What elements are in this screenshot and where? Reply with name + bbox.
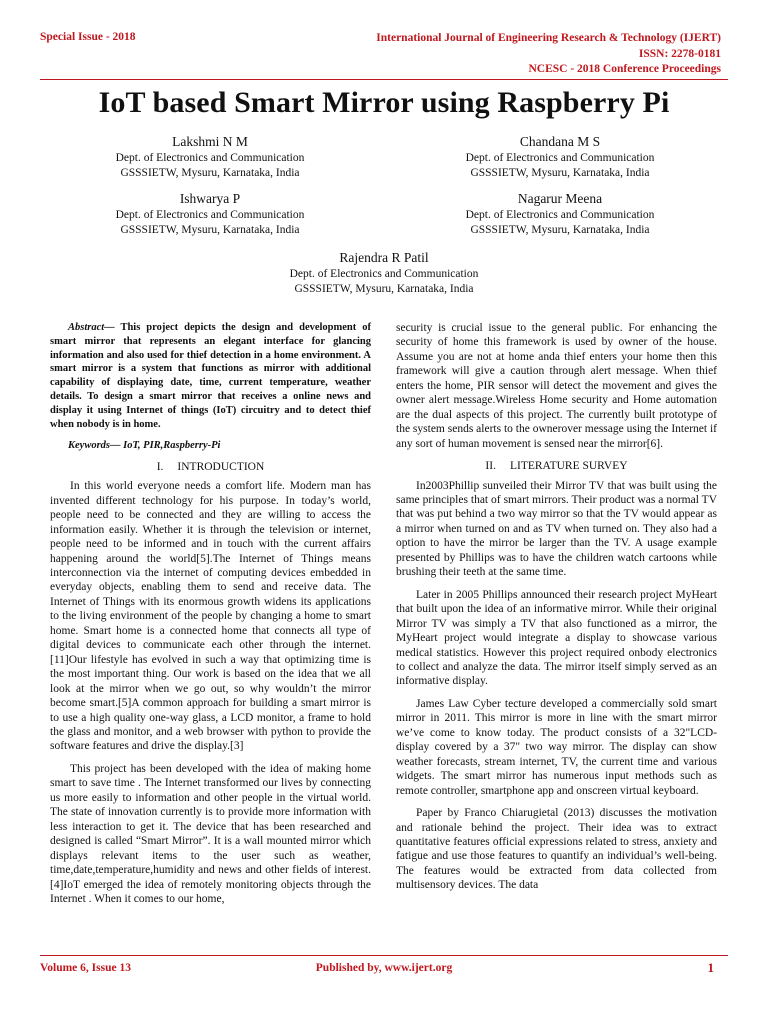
author-institution: GSSSIETW, Mysuru, Karnataka, India (120, 166, 300, 179)
paragraph: James Law Cyber tecture developed a commercially sold smart mirror in 2011. This mirror is more in line with the smart mirror we’ve come to know today. The product consists of a 32"LCD-display covered by a 37" two way mirror. The display can show weather forecasts, stream internet, TV, the current time and various widgets. The smart mirror has numerous input methods such as remote controller, smartphone app and onscreen virtual keyboard. (396, 697, 717, 797)
author-block (70, 133, 350, 180)
footer-volume: Volume 6, Issue 13 (40, 962, 131, 974)
abstract-lead: Abstract— (68, 322, 115, 333)
author-dept: Dept. of Electronics and Communication (289, 268, 479, 280)
author-name: Nagarur Meena (517, 191, 603, 206)
author-dept: Dept. of Electronics and Communication (115, 209, 305, 221)
author-institution: GSSSIETW, Mysuru, Karnataka, India (294, 282, 474, 295)
header-divider (40, 79, 728, 80)
header-special-issue: Special Issue - 2018 (40, 31, 136, 43)
footer-publisher-link[interactable]: Published by, www.ijert.org (315, 962, 453, 974)
author-institution: GSSSIETW, Mysuru, Karnataka, India (470, 223, 650, 236)
author-name: Chandana M S (519, 134, 601, 149)
paragraph: Paper by Franco Chiarugietal (2013) discusses the motivation and rationale behind the project. Their idea was to extract quantitative features official expressions related to stress, anxiety and fatigue and use those features to quantify an individual’s well-being. The features would be extracted from data collected from multisensory devices. The data (396, 807, 717, 892)
header-journal-name: International Journal of Engineering Research & Technology (IJERT) (376, 32, 721, 44)
author-dept: Dept. of Electronics and Communication (115, 152, 305, 164)
author-block (420, 133, 700, 180)
footer-divider (40, 955, 728, 956)
author-institution: GSSSIETW, Mysuru, Karnataka, India (470, 166, 650, 179)
paragraph: This project has been developed with the idea of making home smart to save time . The Internet transformed our lives by connecting us more easily to information and other people in the virtual world. The state of innovation currently is to provide more information with less interaction to get it. The device that has been researched and designed is called “Smart Mirror”. It is a wall mounted mirror which displays relevant items to the user such as weather, time,date,temperature,humidity and news and other fields of interest.[4]IoT emerged the idea of remotely monitoring objects through the Internet . When it comes to our home, (50, 762, 371, 905)
paragraph: In2003Phillip sunveiled their Mirror TV that was built using the same principles that of smart mirrors. Their product was a normal TV that was put behind a two way mirror so that the TV would appear as a mirror when turned on and as TV when turned on. They also had a option to have the mirror be larger than the TV. A usage example presented by Phillips was to have the children watch cartoons while brushing their teeth at the same time. (396, 479, 717, 579)
author-dept: Dept. of Electronics and Communication (465, 152, 655, 164)
right-column (396, 321, 717, 901)
keywords: Keywords— IoT, PIR,Raspberry-Pi (68, 440, 221, 452)
page-number: 1 (707, 960, 714, 975)
author-block (244, 249, 524, 296)
author-name: Lakshmi N M (172, 134, 248, 149)
author-block (420, 190, 700, 237)
paper-title: IoT based Smart Mirror using Raspberry Pi (98, 86, 670, 119)
paragraph: In this world everyone needs a comfort life. Modern man has invented different technology for his purpose. In today’s world, people need to be connected and they are willing to access the information easily. Whether it is through the television or internet, people need to be informed and in touch with the current affairs happening around the world[5].The Internet of Things means interconnection via the internet of computing devices embedded in everyday objects, enabling them to send and receive data. The Internet of Things with its enormous growth widens its applications to the living environment of the people by changing a home to smart home. Smart home is a connected home that connects all type of digital devices to communicate each other through the internet.[11]Our lifestyle has evolved in such a way that optimizing time is the most important thing. Our work is based on the idea that we all look at the mirror when we go out, so why wouldn’t the mirror become smart.[5]A common approach for building a smart mirror is to use a high quality one-way glass, a LCD monitor, a frame to hold the glass and monitor, and a web browser with python to provide the software features and drive the display.[3] (50, 480, 371, 753)
abstract-text: This project depicts the design and development of smart mirror that represents an elegant interface for glancing information and also used for thief detection in a home environment. A smart mirror is a system that functions as mirror with additional capability of displaying date, time, current temperature, weather details. To design a smart mirror that receives a online news and display it using Internet of things (IoT) circuitry and to detect thief when nobody is in home. (50, 322, 371, 430)
author-name: Ishwarya P (179, 191, 241, 206)
author-dept: Dept. of Electronics and Communication (465, 209, 655, 221)
section-heading-literature-survey (396, 459, 717, 473)
header-issn: ISSN: 2278-0181 (638, 47, 721, 60)
paragraph: Later in 2005 Phillips announced their research project MyHeart that built upon the idea of an informative mirror. While their original Mirror TV was simply a TV that also functioned as a mirror, the MyHeart project would integrate a display to showcase various medical statistics. However this project required onbody electronics to collect and analyze the data. The mirror itself simply served as an informative display. (396, 588, 717, 688)
abstract (50, 321, 371, 431)
author-block (70, 190, 350, 237)
paragraph-continuation: security is crucial issue to the general public. For enhancing the security of home this framework is used by owner of the house. Assume you are not at home anda thief enters your home then this framework will give a caution through alert message. When thief enters the home, PIR sensor will detect the movement and gives the owner alert message.Wireless Home security and Home automation are the dual aspects of this project. The currently built prototype of the system sends alerts to the ownerover message using the Internet if any sort of human movement is sensed near the mirror[6]. (396, 322, 717, 450)
header-conference: NCESC - 2018 Conference Proceedings (528, 63, 721, 75)
section-heading-introduction (50, 460, 371, 474)
left-column (50, 321, 371, 914)
header-journal-info (321, 31, 721, 78)
author-name: Rajendra R Patil (339, 250, 429, 265)
author-institution: GSSSIETW, Mysuru, Karnataka, India (120, 223, 300, 236)
section-number: II. (485, 460, 496, 473)
section-title: LITERATURE SURVEY (509, 460, 628, 473)
section-number: I. (156, 460, 164, 473)
section-title: INTRODUCTION (177, 460, 265, 473)
